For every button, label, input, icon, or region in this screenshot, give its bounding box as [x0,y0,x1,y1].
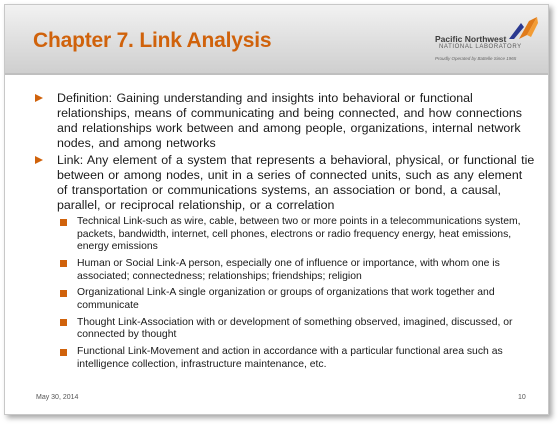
logo-subtitle: NATIONAL LABORATORY [439,44,522,50]
square-bullet-icon [60,349,67,356]
list-item [57,317,535,342]
bullet-text: Definition: Gaining understanding and insights into behavioral or functional relationships, means of communicating and being connected, and how connections and relationships work between and among people, organizations, internal network nodes, and among networks [57,91,522,150]
list-item [57,346,535,371]
list-item-text: Human or Social Link-A person, especially one of influence or importance, with whom one is associated; connectedness; relationships; friendships; religion [77,257,500,282]
page-number: 10 [518,394,526,401]
link-types-list [57,216,535,371]
list-item-text: Functional Link-Movement and action in accordance with a particular functional area such as intelligence collection, infrastructure maintenance, etc. [77,346,503,370]
list-item [57,216,535,254]
square-bullet-icon [60,290,67,297]
list-item-text: Technical Link-such as wire, cable, between two or more points in a telecommunications system, packets, bandwidth, internet, cell phones, electrons or radio frequency energy, heat emissions, energy emissions [77,216,521,253]
pnnl-logo-icon [507,15,539,41]
arrow-bullet-icon [35,156,43,164]
list-item [57,258,535,283]
arrow-bullet-icon [35,94,43,102]
organization-logo [435,15,545,65]
logo-name: Pacific Northwest [435,34,507,44]
logo-tagline: Proudly Operated by Battelle Since 1965 [435,56,517,61]
list-item [57,287,535,312]
slide-body [35,91,535,375]
slide-header [5,5,548,73]
bullet-text: Link: Any element of a system that represents a behavioral, physical, or functional tie between or among nodes, unit in a series of connected units, such as any element of transportation or communications systems, an association or bond, a causal, parallel, or reciprocal relationship, or a correlation [57,153,535,212]
square-bullet-icon [60,260,67,267]
list-item-text: Organizational Link-A single organization or groups of organizations that work together and communicate [77,287,495,311]
slide-frame [4,4,549,415]
square-bullet-icon [60,319,67,326]
footer-date: May 30, 2014 [36,394,79,401]
bullet-link [35,153,535,213]
slide-title: Chapter 7. Link Analysis [33,29,272,52]
bullet-definition [35,91,535,151]
square-bullet-icon [60,219,67,226]
list-item-text: Thought Link-Association with or development of something observed, imagined, discussed, or connected by thought [77,316,513,341]
header-divider [5,73,548,75]
